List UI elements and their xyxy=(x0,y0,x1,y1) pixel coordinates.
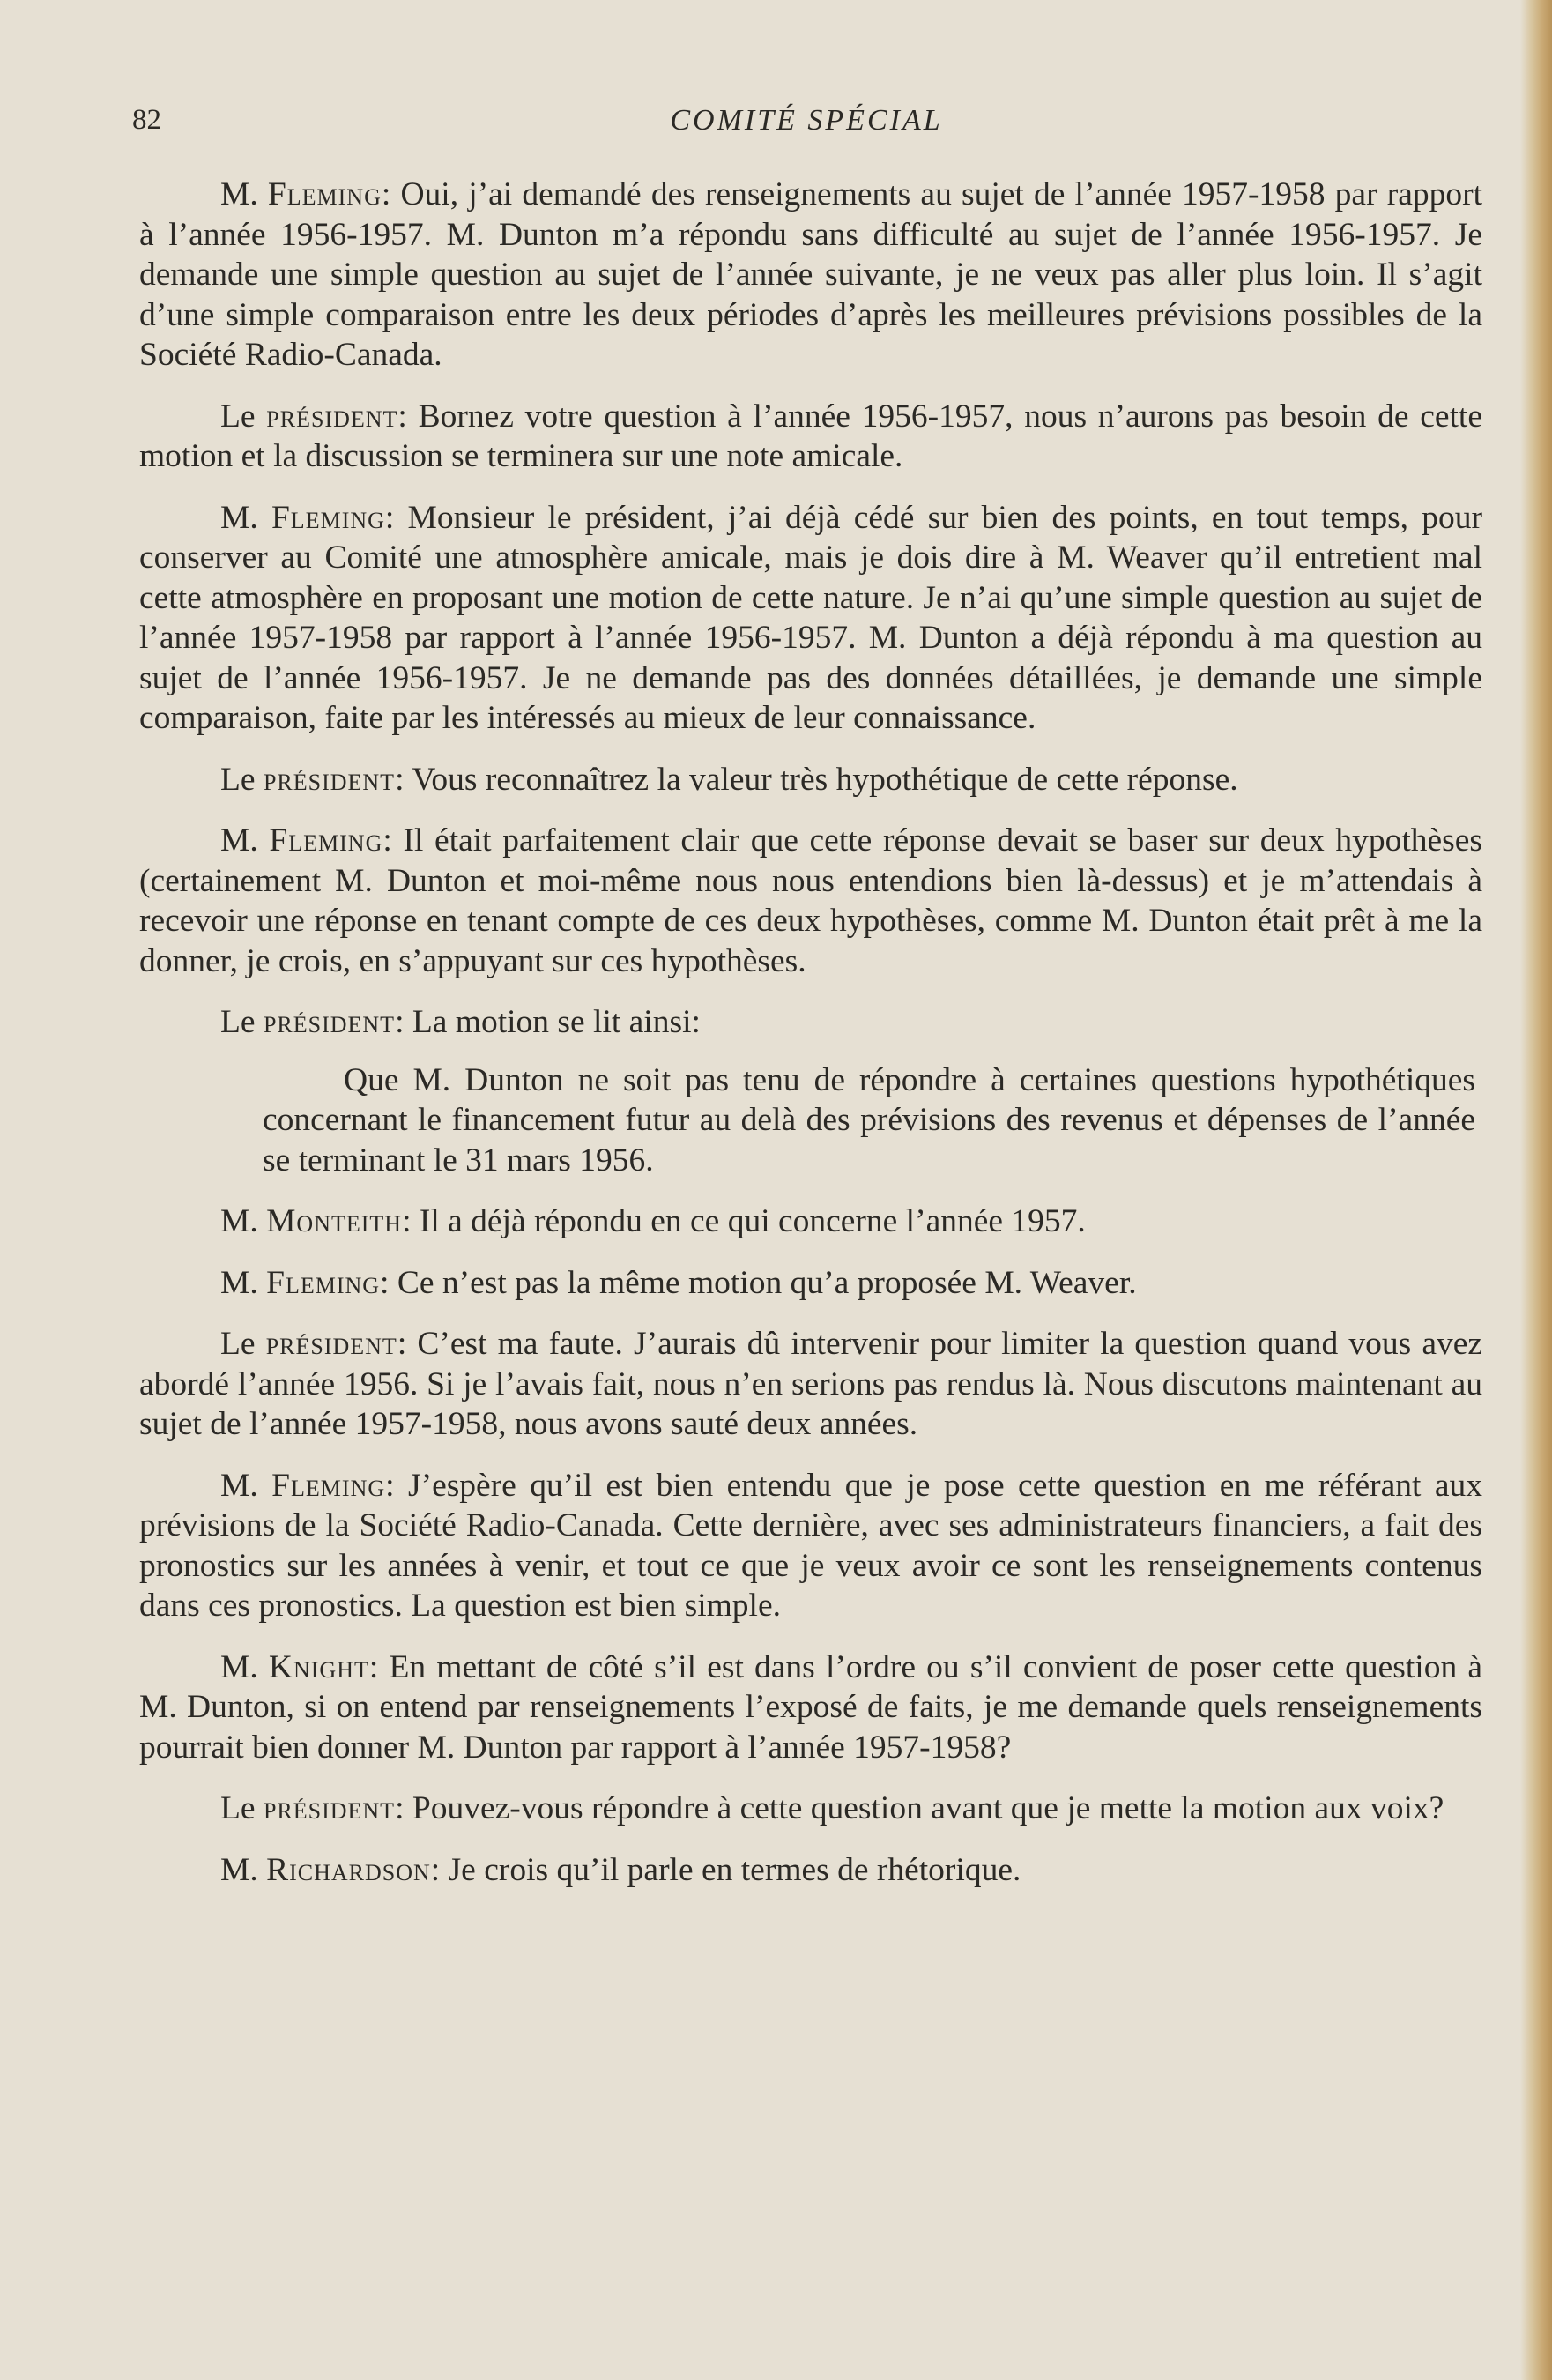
speaker-name: Knight xyxy=(268,1648,369,1685)
speaker-name: Monteith xyxy=(266,1203,403,1239)
speaker-prefix: M. xyxy=(220,1203,258,1239)
motion-quote: Que M. Dunton ne soit pas tenu de répondre à certaines questions hypothétiques concernant le financement futur au delà des prévisions des revenus et dépenses de l’année se terminant le 31 mars 1956. xyxy=(263,1061,1475,1179)
speaker-prefix: Le xyxy=(220,1004,256,1040)
page-edge xyxy=(1520,0,1552,2380)
speech-text: Il a déjà répondu en ce qui concerne l’année 1957. xyxy=(419,1203,1086,1239)
speech-paragraph: M. Fleming: Il était parfaitement clair que cette réponse devait se baser sur deux hypothèses (certainement M. Dunton et moi-même nous nous entendions bien là-dessus) et je m’attendais à recevoir une réponse en tenant compte de ces deux hypothèses, comme M. Dunton était prêt à me la donner, je crois, en s’appuyant sur ces hypothèses. xyxy=(139,822,1483,979)
speech-text: Bornez votre question à l’année 1956-1957, nous n’aurons pas besoin de cette motion et la discussion se terminera sur une note amicale. xyxy=(139,398,1482,474)
speech-paragraph: Le président: Pouvez-vous répondre à cette question avant que je mette la motion aux voix? xyxy=(220,1790,1444,1826)
speech-text: La motion se lit ainsi: xyxy=(412,1004,701,1040)
speaker-prefix: M. xyxy=(220,499,258,536)
speaker-prefix: Le xyxy=(220,398,256,435)
speech-text: Je crois qu’il parle en termes de rhétorique. xyxy=(448,1851,1021,1888)
speaker-prefix: M. xyxy=(220,176,258,212)
speech-paragraph: M. Fleming: Monsieur le président, j’ai déjà cédé sur bien des points, en tout temps, pour conserver au Comité une atmosphère amicale, mais je dois dire à M. Weaver qu’il entretient mal cette atmosphère en proposant une motion de cette nature. Je n’ai qu’une simple question au sujet de l’année 1957-1958 par rapport à l’année 1956-1957. M. Dunton a déjà répondu à ma question au sujet de l’année 1956-1957. Je ne demande pas des données détaillées, je demande une simple comparaison, faite par les intéressés au mieux de leur connaissance. xyxy=(139,499,1483,736)
speech-text: En mettant de côté s’il est dans l’ordre ou s’il convient de poser cette question à M. Dunton, si on entend par renseignements l’exposé de faits, je me demande quels renseignements pourrait bien donner M. Dunton par rapport à l’année 1957-1958? xyxy=(139,1648,1483,1766)
page-header xyxy=(132,104,1481,148)
speaker-name: Fleming xyxy=(269,822,383,859)
speaker-prefix: M. xyxy=(220,1648,258,1685)
speech-paragraph: Le président: Vous reconnaîtrez la valeur très hypothétique de cette réponse. xyxy=(220,761,1238,798)
speech-paragraph: M. Fleming: Ce n’est pas la même motion qu’a proposée M. Weaver. xyxy=(220,1264,1137,1301)
page-number: 82 xyxy=(132,104,161,136)
speech-text: Vous reconnaîtrez la valeur très hypothétique de cette réponse. xyxy=(412,761,1238,798)
running-title: COMITÉ SPÉCIAL xyxy=(670,104,943,137)
transcript-body xyxy=(139,175,1482,1911)
speaker-prefix: Le xyxy=(220,761,256,798)
speech-text: J’espère qu’il est bien entendu que je pose cette question en me référant aux prévisions de la Société Radio-Canada. Cette dernière, avec ses administrateurs financiers, a fait des pronostics sur les années à venir, et tout ce que je veux avoir ce sont les renseignements contenus dans ces pronostics. La question est bien simple. xyxy=(139,1467,1483,1624)
speaker-name: Fleming xyxy=(271,1467,386,1504)
speech-paragraph: M. Knight: En mettant de côté s’il est dans l’ordre ou s’il convient de poser cette question à M. Dunton, si on entend par renseignements l’exposé de faits, je me demande quels renseignements pourrait bien donner M. Dunton par rapport à l’année 1957-1958? xyxy=(139,1648,1483,1766)
speech-paragraph: M. Fleming: J’espère qu’il est bien entendu que je pose cette question en me référant aux prévisions de la Société Radio-Canada. Cette dernière, avec ses administrateurs financiers, a fait des pronostics sur les années à venir, et tout ce que je veux avoir ce sont les renseignements contenus dans ces pronostics. La question est bien simple. xyxy=(139,1467,1483,1624)
speech-paragraph: M. Fleming: Oui, j’ai demandé des renseignements au sujet de l’année 1957-1958 par rapport à l’année 1956-1957. M. Dunton m’a répondu sans difficulté au sujet de l’année 1956-1957. Je demande une simple question au sujet de l’année suivante, je ne veux pas aller plus loin. Il s’agit d’une simple comparaison entre les deux périodes d’après les meilleures prévisions possibles de la Société Radio-Canada. xyxy=(139,176,1483,373)
speaker-name: Fleming xyxy=(271,499,385,536)
speech-text: C’est ma faute. J’aurais dû intervenir pour limiter la question quand vous avez abordé l’année 1956. Si je l’avais fait, nous n’en serions pas rendus là. Nous discutons maintenant au sujet de l’année 1957-1958, nous avons sauté deux années. xyxy=(139,1326,1483,1442)
speech-paragraph: Le président: C’est ma faute. J’aurais dû intervenir pour limiter la question quand vous avez abordé l’année 1956. Si je l’avais fait, nous n’en serions pas rendus là. Nous discutons maintenant au sujet de l’année 1957-1958, nous avons sauté deux années. xyxy=(139,1326,1483,1442)
speaker-name: président xyxy=(265,1326,397,1362)
speaker-prefix: Le xyxy=(220,1790,256,1826)
speaker-prefix: M. xyxy=(220,822,258,859)
speaker-name: Richardson xyxy=(266,1851,431,1888)
speech-paragraph: M. Monteith: Il a déjà répondu en ce qui concerne l’année 1957. xyxy=(220,1203,1086,1239)
speaker-name: président xyxy=(263,1004,396,1040)
speech-paragraph: Le président: Bornez votre question à l’année 1956-1957, nous n’aurons pas besoin de cette motion et la discussion se terminera sur une note amicale. xyxy=(139,398,1482,474)
speaker-prefix: M. xyxy=(220,1467,258,1504)
speech-text: Ce n’est pas la même motion qu’a proposée M. Weaver. xyxy=(397,1264,1137,1301)
speaker-prefix: M. xyxy=(220,1851,258,1888)
speaker-name: Fleming xyxy=(267,176,382,212)
speaker-name: président xyxy=(266,398,398,435)
speech-text: Monsieur le président, j’ai déjà cédé sur bien des points, en tout temps, pour conserver au Comité une atmosphère amicale, mais je dois dire à M. Weaver qu’il entretient mal cette atmosphère en proposant une motion de cette nature. Je n’ai qu’une simple question au sujet de l’année 1957-1958 par rapport à l’année 1956-1957. M. Dunton a déjà répondu à ma question au sujet de l’année 1956-1957. Je ne demande pas des données détaillées, je demande une simple comparaison, faite par les intéressés au mieux de leur connaissance. xyxy=(139,499,1483,736)
speaker-name: président xyxy=(263,1790,396,1826)
speech-paragraph: M. Richardson: Je crois qu’il parle en termes de rhétorique. xyxy=(220,1851,1021,1888)
speaker-prefix: M. xyxy=(220,1264,258,1301)
speech-text: Oui, j’ai demandé des renseignements au sujet de l’année 1957-1958 par rapport à l’année 1956-1957. M. Dunton m’a répondu sans difficulté au sujet de l’année 1956-1957. Je demande une simple question au sujet de l’année suivante, je ne veux pas aller plus loin. Il s’agit d’une simple comparaison entre les deux périodes d’après les meilleures prévisions possibles de la Société Radio-Canada. xyxy=(139,176,1483,373)
speech-text: Pouvez-vous répondre à cette question avant que je mette la motion aux voix? xyxy=(412,1790,1444,1826)
speaker-name: Fleming xyxy=(266,1264,381,1301)
speech-paragraph: Le président: La motion se lit ainsi: xyxy=(220,1004,701,1040)
speaker-name: président xyxy=(263,761,396,798)
speech-text: Il était parfaitement clair que cette réponse devait se baser sur deux hypothèses (certainement M. Dunton et moi-même nous nous entendions bien là-dessus) et je m’attendais à recevoir une réponse en tenant compte de ces deux hypothèses, comme M. Dunton était prêt à me la donner, je crois, en s’appuyant sur ces hypothèses. xyxy=(139,822,1483,979)
speaker-prefix: Le xyxy=(220,1326,256,1362)
